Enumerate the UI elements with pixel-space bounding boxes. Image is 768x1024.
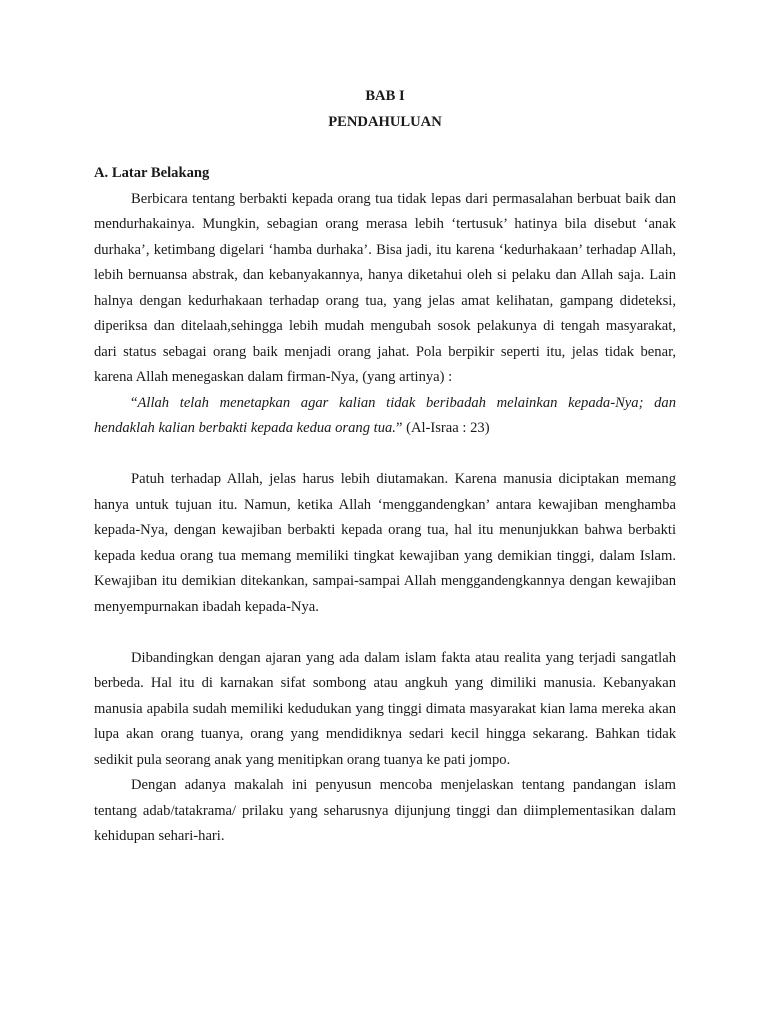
paragraph-comparison: Dibandingkan dengan ajaran yang ada dalam islam fakta atau realita yang terjadi sangatlah berbeda. Hal itu di karnakan sifat sombong atau angkuh yang dimiliki manusia. Kebanyakan manusia apabila sudah memiliki kedudukan yang tinggi dimata masyarakat kian lama mereka akan lupa akan orang tuanya, orang yang mendidiknya sedari kecil hingga sekarang. Bahkan tidak sedikit pula seorang anak yang menitipkan orang tuanya ke pati jompo. [94,649,676,768]
paragraph-intro: Berbicara tentang berbakti kepada orang tua tidak lepas dari permasalahan berbuat baik dan mendurhakainya. Mungkin, sebagian orang merasa lebih ‘tertusuk’ hatinya bila disebut ‘anak durhaka’, ketimbang digelari ‘hamba durhaka’. Bisa jadi, itu karena ‘kedurhakaan’ terhadap Allah, lebih bernuansa abstrak, dan kebanyakannya, hanya diketahui oleh si pelaku dan Allah saja. Lain halnya dengan kedurhakaan terhadap orang tua, yang jelas amat kelihatan, gampang dideteksi, diperiksa dan ditelaah,sehingga lebih mudah mengubah sosok pelakunya di tengah masyarakat, dari status sebagai orang baik menjadi orang jahat. Pola berpikir seperti itu, jelas tidak benar, karena Allah menegaskan dalam firman-Nya, (yang artinya) : [94,190,676,385]
paragraph-gap [94,620,676,646]
paragraph-gap [94,442,676,468]
paragraph-obedience: Patuh terhadap Allah, jelas harus lebih diutamakan. Karena manusia diciptakan memang hanya untuk tujuan itu. Namun, ketika Allah ‘menggandengkan’ antara kewajiban menghamba kepada-Nya, dengan kewajiban berbakti kepada orang tua, hal itu menunjukkan bahwa berbakti kepada kedua orang tua memang memiliki tingkat kewajiban yang demikian tinggi, dalam Islam. Kewajiban itu demikian ditekankan, sampai-sampai Allah menggandengkannya dengan kewajiban menyempurnakan ibadah kepada-Nya. [94,471,676,615]
quote-citation: ” (Al-Israa : 23) [395,420,490,436]
quote-text: Allah telah menetapkan agar kalian tidak beribadah melainkan kepada-Nya; dan hendaklah kalian berbakti kepada kedua orang tua. [94,394,676,436]
quote-paragraph [94,391,676,442]
quote-open-mark: “ [131,394,138,411]
paragraph-purpose: Dengan adanya makalah ini penyusun mencoba menjelaskan tentang pandangan islam tentang adab/tatakrama/ prilaku yang seharusnya dijunjung tinggi dan diimplementasikan dalam kehidupan sehari-hari. [94,777,676,844]
section-heading: A. Latar Belakang [94,165,210,181]
document-page [94,84,676,850]
chapter-title: PENDAHULUAN [328,113,442,130]
chapter-number: BAB I [365,88,405,104]
